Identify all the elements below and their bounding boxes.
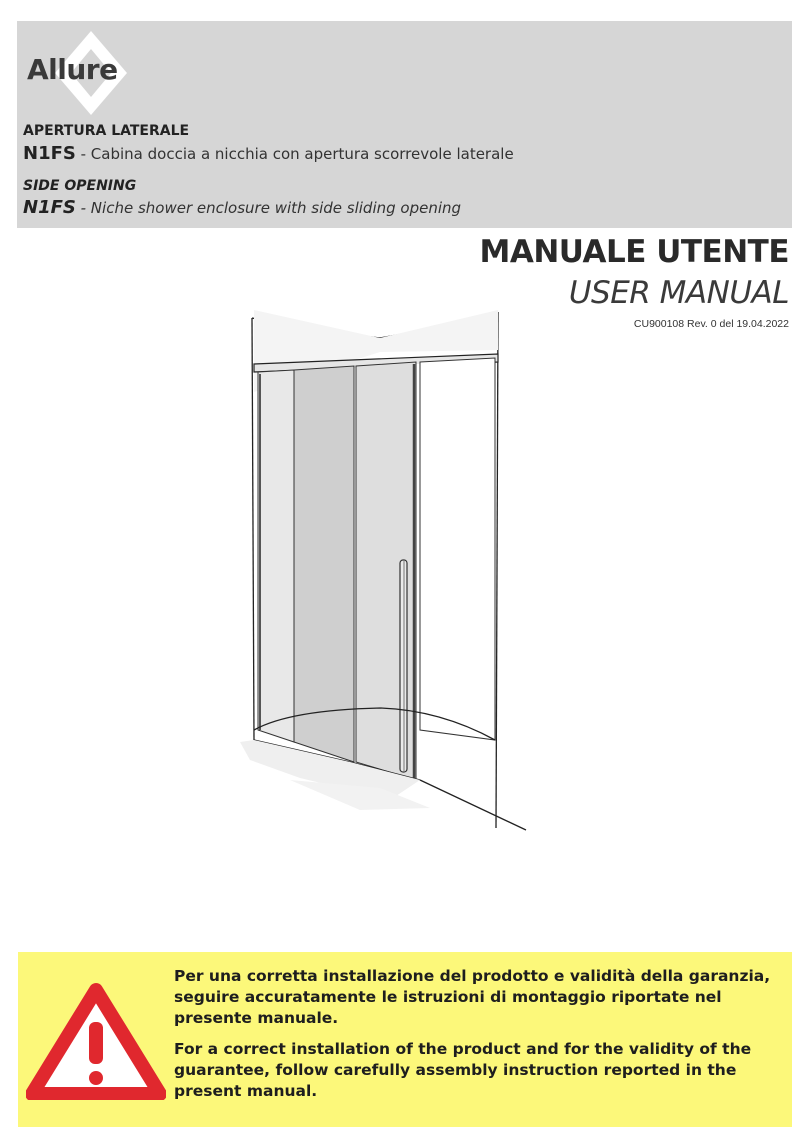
english-heading: SIDE OPENING: [23, 178, 137, 194]
warning-text: [174, 966, 784, 1112]
warning-box: [18, 952, 792, 1127]
document-revision: CU900108 Rev. 0 del 19.04.2022: [633, 318, 789, 330]
english-product-code: N1FS: [23, 197, 76, 218]
brand-name: Allure: [27, 53, 118, 86]
italian-product-description: - Cabina doccia a nicchia con apertura scorrevole laterale: [75, 145, 514, 163]
italian-product-line: [23, 143, 514, 164]
english-product-line: [23, 197, 461, 218]
header-banner: [17, 21, 792, 228]
manual-title-english: USER MANUAL: [568, 275, 789, 311]
brand-logo: [17, 21, 167, 131]
shower-enclosure-illustration: [230, 310, 560, 840]
warning-triangle-icon: [26, 982, 166, 1100]
italian-product-code: N1FS: [23, 143, 76, 164]
italian-heading: APERTURA LATERALE: [23, 123, 190, 139]
english-product-description: - Niche shower enclosure with side sliding opening: [75, 199, 462, 217]
warning-text-english: For a correct installation of the product and for the validity of the guarantee, follow carefully assembly instruction reported in the present manual.: [174, 1040, 752, 1100]
warning-text-italian: Per una corretta installazione del prodotto e validità della garanzia, seguire accuratamente le istruzioni di montaggio riportate nel presente manuale.: [174, 967, 771, 1027]
manual-title-italian: MANUALE UTENTE: [479, 234, 789, 270]
